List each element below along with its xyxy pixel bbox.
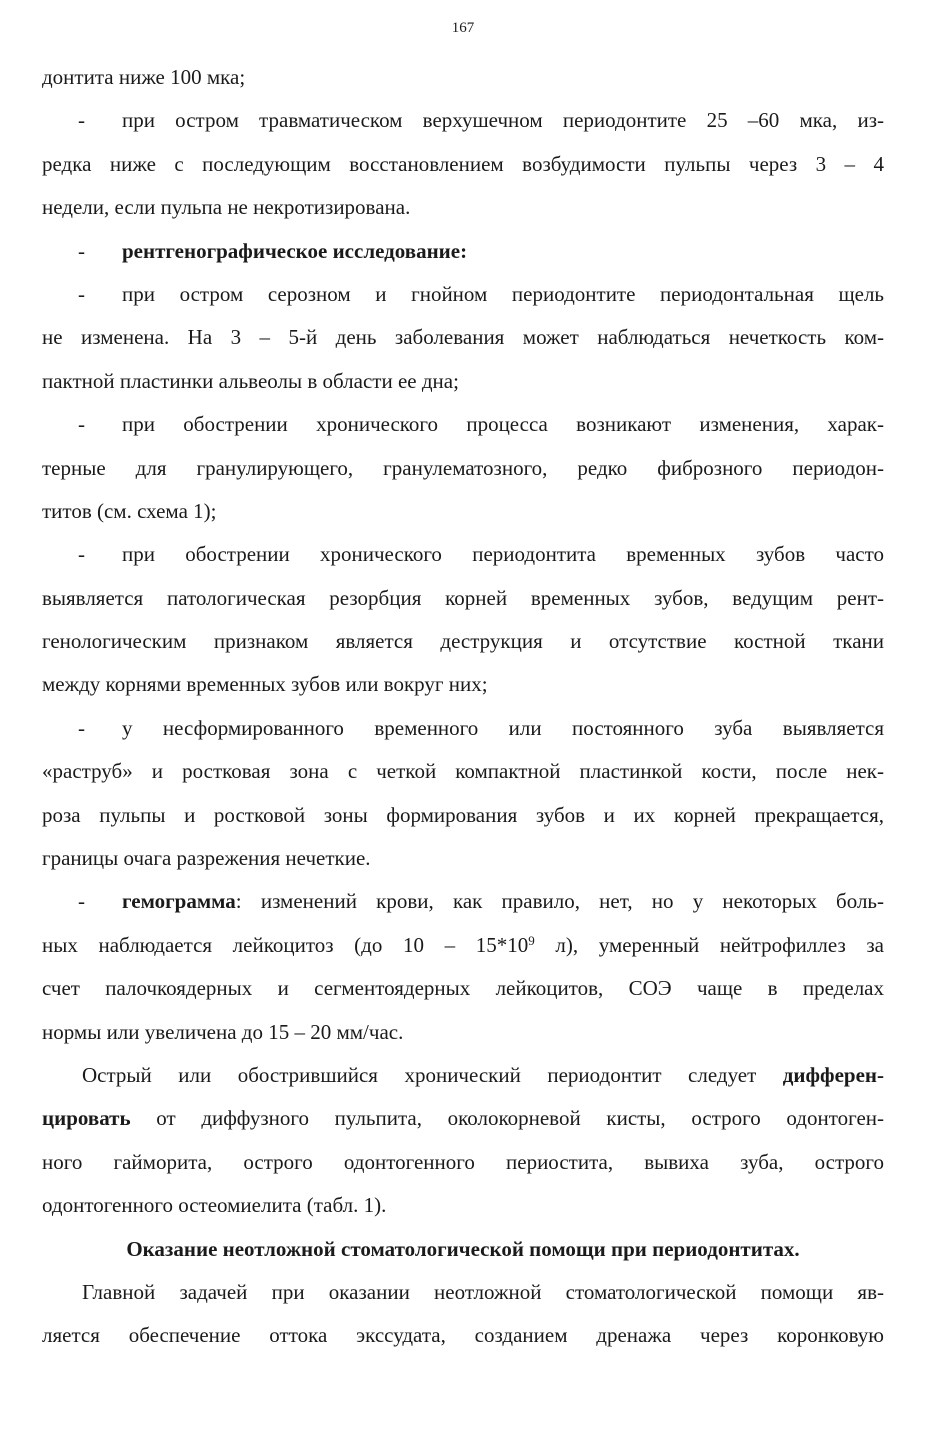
text-run: л), умеренный нейтрофиллез за — [534, 932, 884, 957]
text-run: терные для гранулирующего, гранулематозного, редко фиброзного периодон- — [42, 455, 884, 480]
list-dash: - — [78, 542, 85, 567]
bold-term: цировать — [42, 1106, 131, 1131]
text-line — [42, 1320, 884, 1363]
text-line — [42, 669, 884, 712]
text-run: при остром серозном и гнойном периодонтите периодонтальная щель — [122, 281, 884, 306]
text-run: роза пульпы и ростковой зоны формирования зубов и их корней прекращается, — [42, 802, 884, 827]
text-run: : изменений крови, как правило, нет, но у некоторых боль- — [235, 889, 884, 914]
list-item — [42, 236, 884, 279]
text-run: донтита ниже 100 мка; — [42, 65, 246, 89]
text-line — [42, 930, 884, 973]
list-dash: - — [78, 715, 85, 740]
text-run: у несформированного временного или постоянного зуба выявляется — [122, 715, 884, 740]
bold-term: дифферен- — [782, 1062, 884, 1087]
document-body — [42, 62, 884, 1364]
text-line — [42, 843, 884, 886]
section-heading — [42, 1234, 884, 1277]
text-run: выявляется патологическая резорбция корней временных зубов, ведущим рент- — [42, 585, 884, 610]
superscript: 9 — [528, 932, 535, 948]
text-run: генологическим признаком является деструкция и отсутствие костной ткани — [42, 629, 884, 654]
heading-text: Оказание неотложной стоматологической помощи при периодонтитах. — [126, 1236, 800, 1261]
text-run: пактной пластинки альвеолы в области ее дна; — [42, 368, 459, 393]
text-line — [42, 453, 884, 496]
text-line — [42, 366, 884, 409]
text-line — [42, 62, 884, 105]
text-run: границы очага разрежения нечеткие. — [42, 846, 371, 871]
list-item — [42, 539, 884, 582]
text-line — [42, 322, 884, 365]
list-dash: - — [78, 108, 85, 133]
list-dash: - — [78, 238, 85, 263]
text-line — [42, 800, 884, 843]
text-run: «раструб» и ростковая зона с четкой компактной пластинкой кости, после нек- — [42, 759, 884, 784]
text-line — [42, 149, 884, 192]
text-run: Главной задачей при оказании неотложной стоматологической помощи яв- — [82, 1279, 884, 1304]
text-line — [42, 496, 884, 539]
section-label: рентгенографическое исследование: — [122, 238, 468, 263]
paragraph-line — [42, 1060, 884, 1103]
paragraph-line — [42, 1277, 884, 1320]
section-label: гемограмма — [122, 889, 236, 914]
list-item — [42, 279, 884, 322]
text-run: Острый или обострившийся хронический периодонтит следует — [82, 1062, 783, 1087]
text-run: титов (см. схема 1); — [42, 498, 217, 523]
text-run: между корнями временных зубов или вокруг них; — [42, 672, 488, 697]
text-run: ляется обеспечение оттока экссудата, созданием дренажа через коронковую — [42, 1323, 884, 1348]
text-run: при остром травматическом верхушечном периодонтите 25 –60 мка, из- — [122, 108, 884, 133]
text-run: при обострении хронического периодонтита временных зубов часто — [122, 542, 884, 567]
list-item — [42, 409, 884, 452]
text-line — [42, 192, 884, 235]
list-dash: - — [78, 412, 85, 437]
list-item — [42, 105, 884, 148]
text-run: редка ниже с последующим восстановлением возбудимости пульпы через 3 – 4 — [42, 151, 884, 176]
list-item — [42, 886, 884, 929]
text-run: при обострении хронического процесса возникают изменения, харак- — [122, 412, 884, 437]
text-run: ных наблюдается лейкоцитоз (до 10 – 15*10 — [42, 932, 529, 957]
text-line — [42, 1103, 884, 1146]
text-line — [42, 1190, 884, 1233]
text-run: от диффузного пульпита, околокорневой кисты, острого одонтоген- — [130, 1106, 884, 1131]
text-line — [42, 1017, 884, 1060]
text-run: ного гайморита, острого одонтогенного периостита, вывиха зуба, острого — [42, 1149, 884, 1174]
text-run: недели, если пульпа не некротизирована. — [42, 195, 411, 220]
text-line — [42, 626, 884, 669]
page-number: 167 — [451, 20, 475, 36]
text-line — [42, 756, 884, 799]
text-line — [42, 973, 884, 1016]
list-dash: - — [78, 889, 85, 914]
text-line — [42, 583, 884, 626]
text-run: одонтогенного остеомиелита (табл. 1). — [42, 1193, 387, 1218]
text-line — [42, 1147, 884, 1190]
list-item — [42, 713, 884, 756]
text-run: нормы или увеличена до 15 – 20 мм/час. — [42, 1019, 404, 1044]
text-run: не изменена. На 3 – 5-й день заболевания может наблюдаться нечеткость ком- — [42, 325, 884, 350]
text-run: счет палочкоядерных и сегментоядерных лейкоцитов, СОЭ чаще в пределах — [42, 976, 884, 1001]
list-dash: - — [78, 281, 85, 306]
